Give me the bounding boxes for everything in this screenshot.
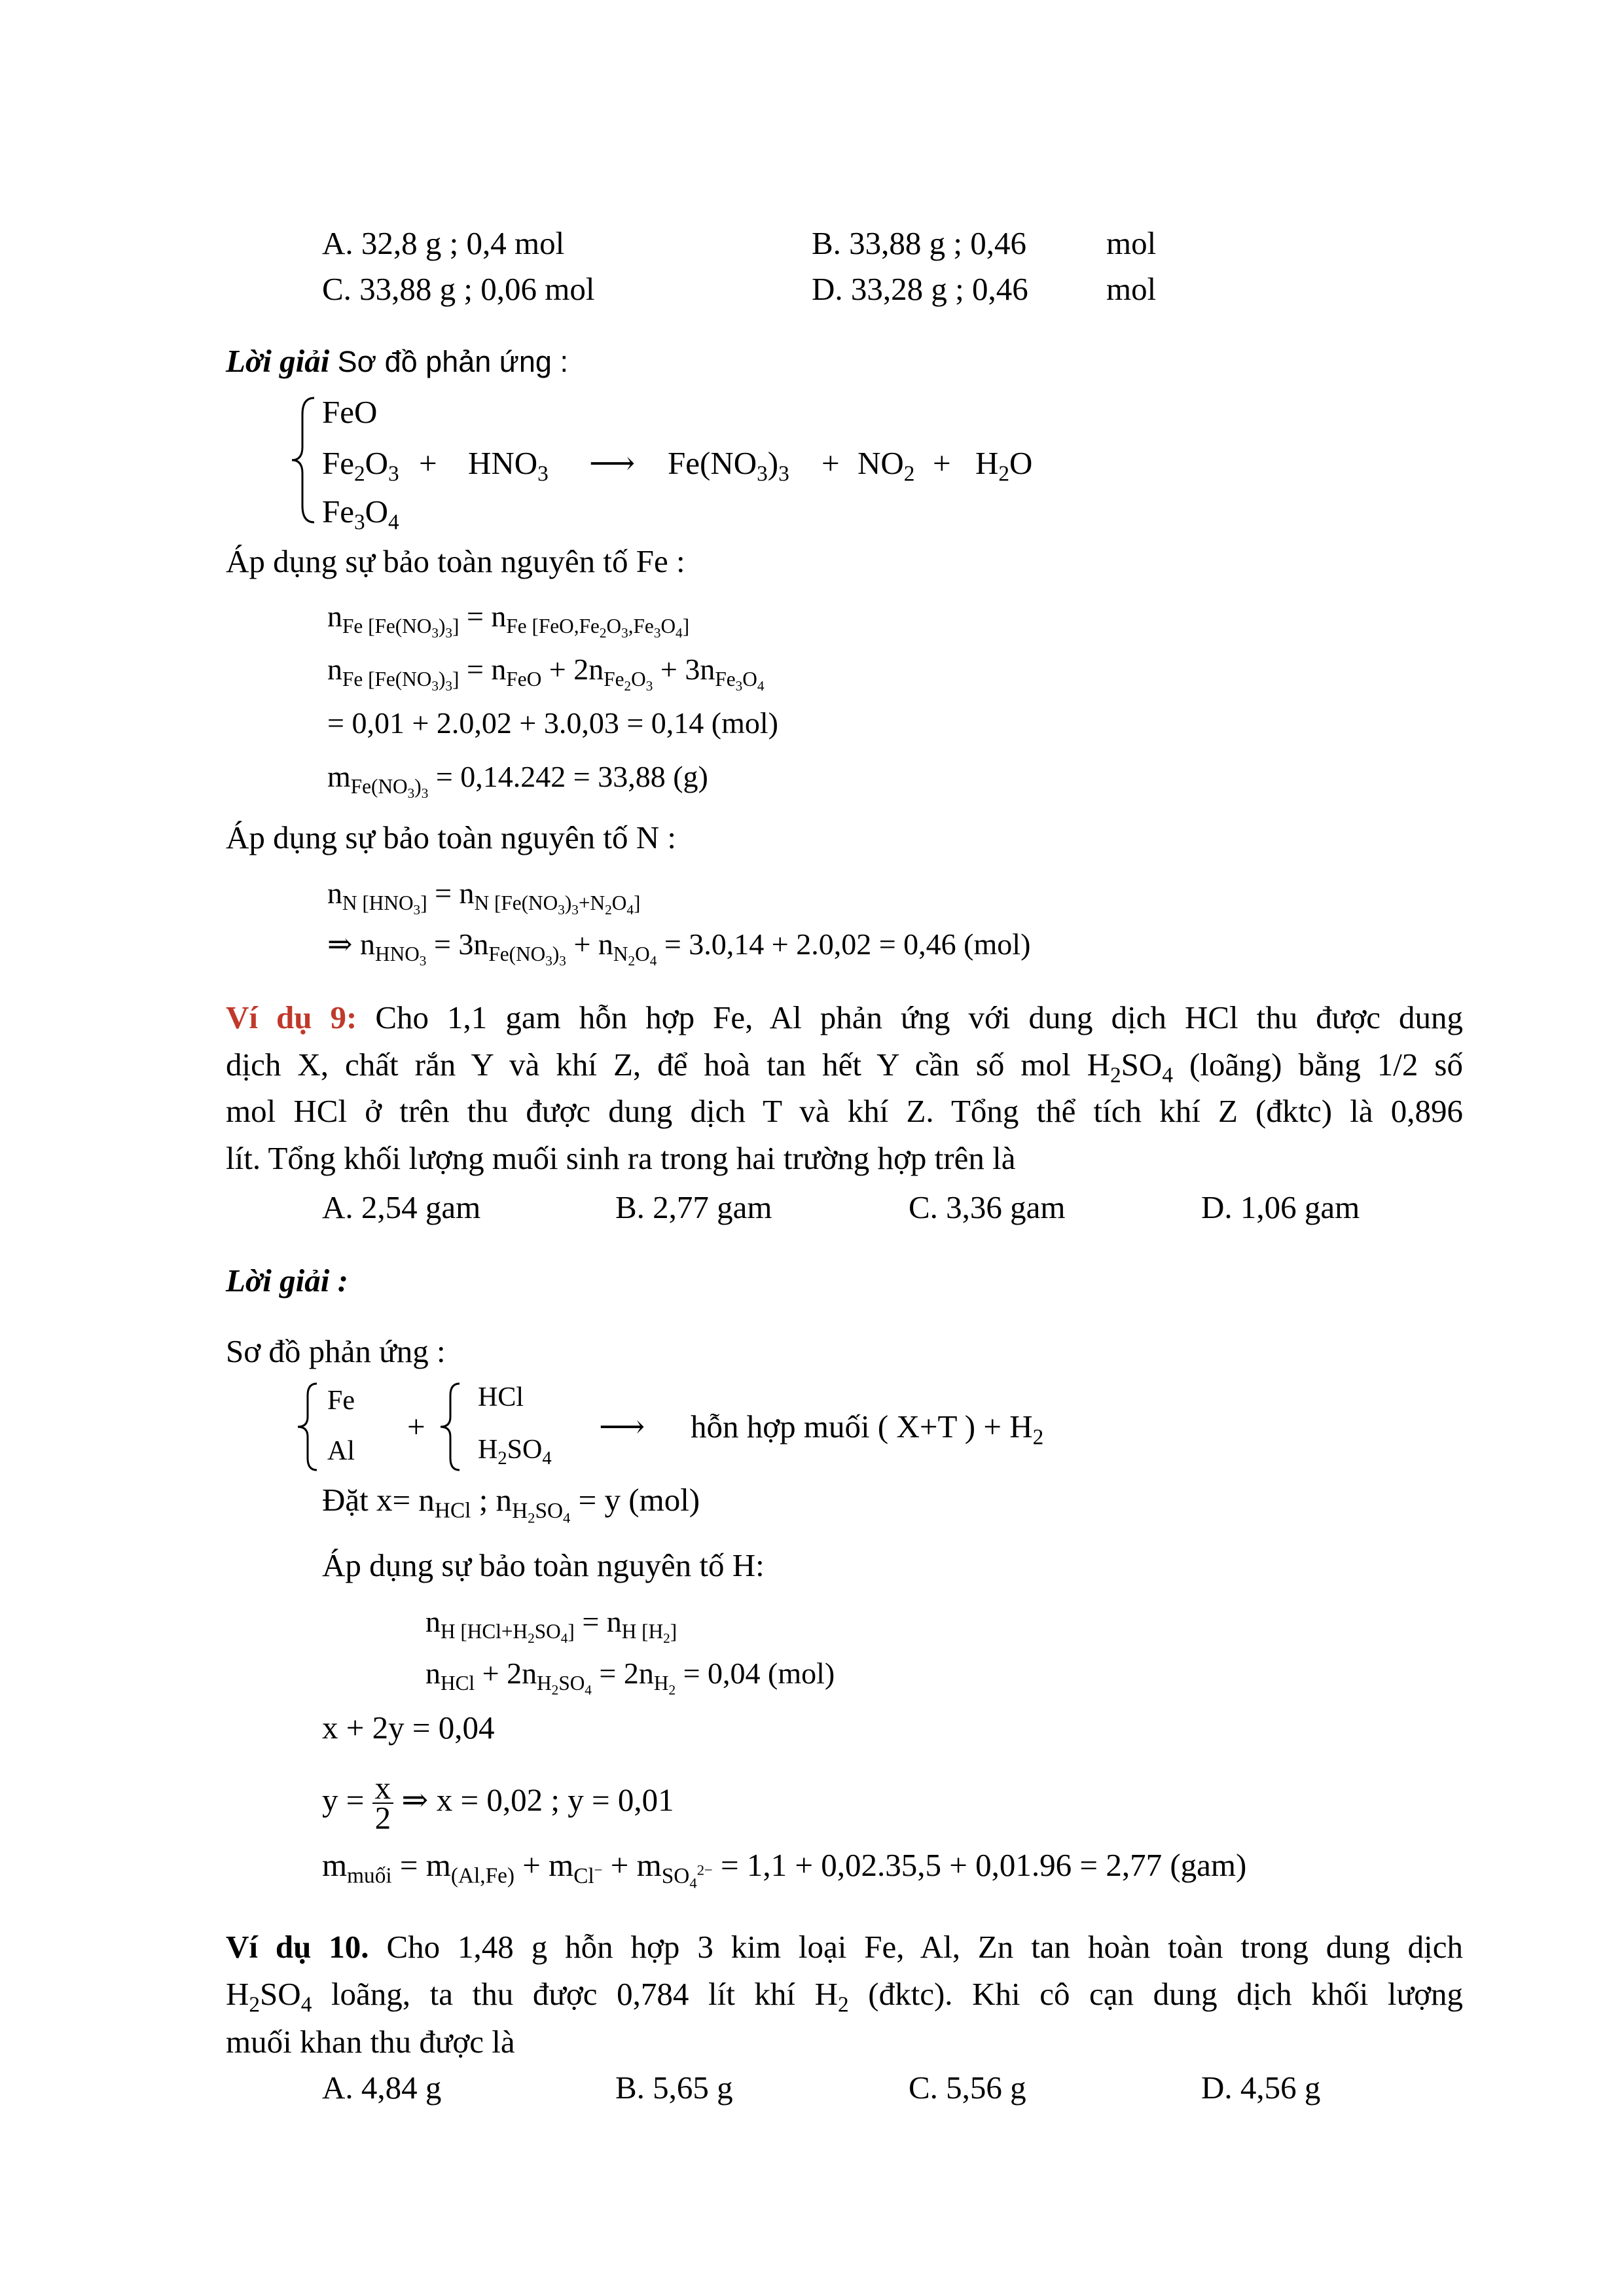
example9-option-a: A. 2,54 gam xyxy=(322,1189,481,1225)
example10-option-d: D. 4,56 g xyxy=(1201,2070,1321,2106)
example10-option-a: A. 4,84 g xyxy=(322,2070,442,2106)
example9-question-line-4: lít. Tổng khối lượng muối sinh ra trong hai trường hợp trên là xyxy=(226,1140,1016,1176)
equation-plus-2: + xyxy=(821,445,840,481)
scheme-plus: + xyxy=(407,1408,425,1444)
left-brace-icon xyxy=(295,1381,321,1473)
scheme-arrow: ⟶ xyxy=(599,1408,645,1444)
acid-hcl: HCl xyxy=(478,1382,524,1412)
fe-formula-2: $n_{Fe [Fe(NO_3)_3]} = n_{FeO} + 2n_{Fe_2O_3} + 3n_{Fe_3O_4}$ xyxy=(327,653,765,694)
fraction-denominator: 2 xyxy=(374,1800,391,1836)
equation-product-3: $H_2O$ xyxy=(975,445,1033,486)
example9-option-c: C. 3,36 gam xyxy=(909,1189,1066,1225)
equation-product-1: $Fe(NO_3)_3$ xyxy=(668,445,789,486)
metal-fe: Fe xyxy=(327,1386,355,1416)
option-b: B. 33,88 g ; 0,46 xyxy=(812,225,1027,261)
solution-heading-9: Lời giải : xyxy=(226,1263,348,1299)
equation-acid: $HNO_3$ xyxy=(468,445,549,486)
reactant-feo: FeO xyxy=(322,394,378,430)
example9-question-text-1: Cho 1,1 gam hỗn hợp Fe, Al phản ứng với dung dịch HCl thu được dung xyxy=(375,999,1463,1035)
example9-option-d: D. 1,06 gam xyxy=(1201,1189,1360,1225)
fraction-numerator: x xyxy=(372,1774,394,1804)
example10-option-b: B. 5,65 g xyxy=(615,2070,733,2106)
reactant-fe3o4: $Fe_3O_4$ xyxy=(322,493,399,535)
example10-question-line-3: muối khan thu được là xyxy=(226,2024,515,2060)
fe-formula-4: $m_{Fe(NO_3)_3} = 0,14.242 = 33,88$ (g) xyxy=(327,760,708,801)
mass-line: $m_{muối} = m_{(Al,Fe)} + m_{Cl^-} + m_{SO_4^{2-}} = 1,1 + 0,02.35,5 + 0,01.96 = 2,77$ (gam) xyxy=(322,1847,1247,1891)
option-c: C. 33,88 g ; 0,06 mol xyxy=(322,271,595,307)
h-formula-1: $n_{H [HCl+H_2SO_4]} = n_{H [H_2]}$ xyxy=(425,1605,677,1646)
fe-formula-3: = 0,01 + 2.0,02 + 3.0,03 = 0,14 (mol) xyxy=(327,706,778,740)
scheme-label-9: Sơ đồ phản ứng : xyxy=(226,1333,446,1369)
example9-option-b: B. 2,77 gam xyxy=(615,1189,772,1225)
equation-plus-1: + xyxy=(419,445,437,481)
option-a: A. 32,8 g ; 0,4 mol xyxy=(322,225,565,261)
equation-1: x + 2y = 0,04 xyxy=(322,1710,495,1746)
example10-option-c: C. 5,56 g xyxy=(909,2070,1026,2106)
acid-h2so4: $H_2SO_4$ xyxy=(478,1435,552,1469)
scheme-product: hỗn hợp muối ( X+T ) + $H_2$ xyxy=(691,1408,1044,1450)
solution-label: Lời giải xyxy=(226,343,330,379)
example9-question-line-1 xyxy=(226,998,1463,1037)
equation-2-right: ⇒ x = 0,02 ; y = 0,01 xyxy=(401,1782,674,1818)
example10-question-line-1 xyxy=(226,1928,1463,1967)
left-brace-icon xyxy=(288,395,321,526)
option-b-unit: mol xyxy=(1106,225,1157,261)
scheme-label: Sơ đồ phản ứng : xyxy=(337,345,568,378)
left-brace-icon xyxy=(437,1381,463,1473)
option-d-unit: mol xyxy=(1106,271,1157,307)
option-d: D. 33,28 g ; 0,46 xyxy=(812,271,1028,307)
n-conservation-label: Áp dụng sự bảo toàn nguyên tố N : xyxy=(226,819,676,855)
reactant-fe2o3: $Fe_2O_3$ xyxy=(322,445,399,486)
fe-conservation-label: Áp dụng sự bảo toàn nguyên tố Fe : xyxy=(226,543,685,579)
equation-product-2: $NO_2$ xyxy=(857,445,915,486)
example10-question-text-1: Cho 1,48 g hỗn hợp 3 kim loại Fe, Al, Zn tan hoàn toàn trong dung dịch xyxy=(386,1929,1463,1965)
n-formula-1: $n_{N [HNO_3]} = n_{N [Fe(NO_3)_3+N_2O_4]}$ xyxy=(327,876,641,918)
example9-question-line-3: mol HCl ở trên thu được dung dịch T và khí Z. Tổng thể tích khí Z (đktc) là 0,896 xyxy=(226,1093,1463,1129)
n-formula-2: ⇒ $n_{HNO_3} = 3n_{Fe(NO_3)_3} + n_{N_2O_4} = 3.0,14 + 2.0,02 = 0,46$ (mol) xyxy=(327,927,1031,969)
equation-arrow: ⟶ xyxy=(589,445,636,481)
equation-2 xyxy=(322,1770,674,1836)
solution-heading-8 xyxy=(226,342,568,382)
example9-question-line-2: dịch X, chất rắn Y và khí Z, để hoà tan hết Y cần số mol $H_2SO_4$ (loãng) bằng 1/2 số xyxy=(226,1047,1463,1088)
h-conservation-label: Áp dụng sự bảo toàn nguyên tố H: xyxy=(322,1547,765,1583)
example9-label: Ví dụ 9: xyxy=(226,999,357,1035)
example10-label: Ví dụ 10. xyxy=(226,1929,369,1965)
let-line: Đặt $x= n_{HCl}$ ; $n_{H_2SO_4} = y$ (mol) xyxy=(322,1482,700,1526)
fraction xyxy=(372,1770,394,1836)
fe-formula-1: $n_{Fe [Fe(NO_3)_3]} = n_{Fe [FeO,Fe_2O_3,Fe_3O_4]}$ xyxy=(327,600,690,641)
example10-question-line-2: $H_2SO_4$ loãng, ta thu được 0,784 lít khí $H_2$ (đktc). Khi cô cạn dung dịch khối lượng xyxy=(226,1976,1463,2017)
h-formula-2: $n_{HCl} + 2n_{H_2SO_4} = 2n_{H_2} = 0,04$ (mol) xyxy=(425,1657,835,1698)
equation-plus-3: + xyxy=(933,445,951,481)
equation-2-left: y = xyxy=(322,1782,365,1818)
metal-al: Al xyxy=(327,1436,355,1466)
